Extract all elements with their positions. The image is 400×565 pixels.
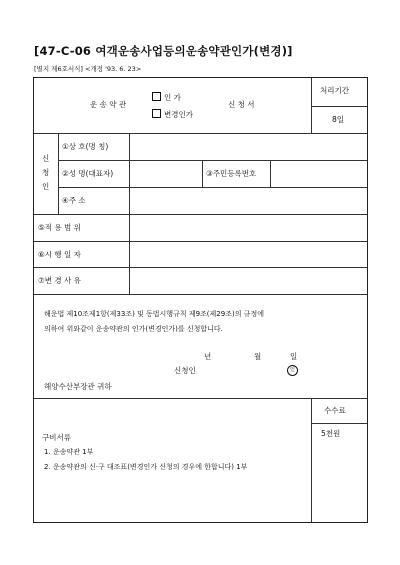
declaration-line-1: 해운법 제10조제1항(제33조) 및 동법시행규칙 제9조(제29조)의 규정에 — [44, 310, 264, 318]
option-change-label: 변경인가 — [164, 110, 193, 119]
applicant-signature-label: 신청인 — [174, 366, 196, 375]
fee-value: 5천원 — [321, 429, 341, 438]
document-title: [47-C-06 여객운송사업등의운송약관인가(변경)] — [34, 44, 293, 58]
option-approval[interactable] — [152, 92, 181, 102]
required-document-1: 1. 운송약관 1부 — [44, 448, 94, 456]
application-form — [33, 77, 368, 523]
processing-period-label: 처리기간 — [320, 86, 349, 95]
change-approval-checkbox[interactable] — [152, 109, 161, 118]
date-year-label: 년 — [204, 352, 212, 361]
approval-checkbox[interactable] — [152, 92, 161, 101]
effective-date-label: ⑥시 행 일 자 — [38, 250, 81, 259]
required-documents-label: 구비서류 — [42, 433, 71, 442]
applicant-label-2: 청 — [42, 168, 50, 177]
fee-label: 수수료 — [324, 406, 346, 415]
representative-name-label: ②성 명(대표자) — [62, 169, 114, 178]
recipient-label: 해양수산부장관 귀하 — [44, 382, 112, 391]
change-reason-label: ⑦변 경 사 유 — [38, 276, 81, 285]
option-approval-label: 인 가 — [164, 93, 181, 102]
scope-label: ⑤적 용 범 위 — [38, 223, 81, 232]
date-month-label: 월 — [254, 352, 262, 361]
resident-number-label: ③주민등록번호 — [206, 169, 257, 178]
option-change-approval[interactable] — [152, 109, 193, 119]
applicant-label-3: 인 — [42, 182, 50, 191]
processing-period-value: 8일 — [332, 115, 345, 124]
form-revision-note: [별지 제6호서식] <개정 '93. 6. 23> — [34, 65, 142, 73]
address-label: ④주 소 — [62, 196, 86, 205]
date-day-label: 일 — [290, 352, 298, 361]
declaration-line-2: 의하여 위와같이 운송약관의 인가(변경인가)를 신청합니다. — [44, 325, 223, 333]
business-name-label: ①상 호(명 칭) — [62, 142, 109, 151]
seal-mark: 인 — [287, 365, 298, 376]
applicant-label-1: 신 — [42, 154, 50, 163]
form-main-title: 운 송 약 관 — [90, 100, 127, 109]
form-title-suffix: 신 청 서 — [228, 100, 255, 109]
required-document-2: 2. 운송약관의 신·구 대조표(변경인가 신청의 경우에 한합니다) 1부 — [44, 463, 248, 471]
